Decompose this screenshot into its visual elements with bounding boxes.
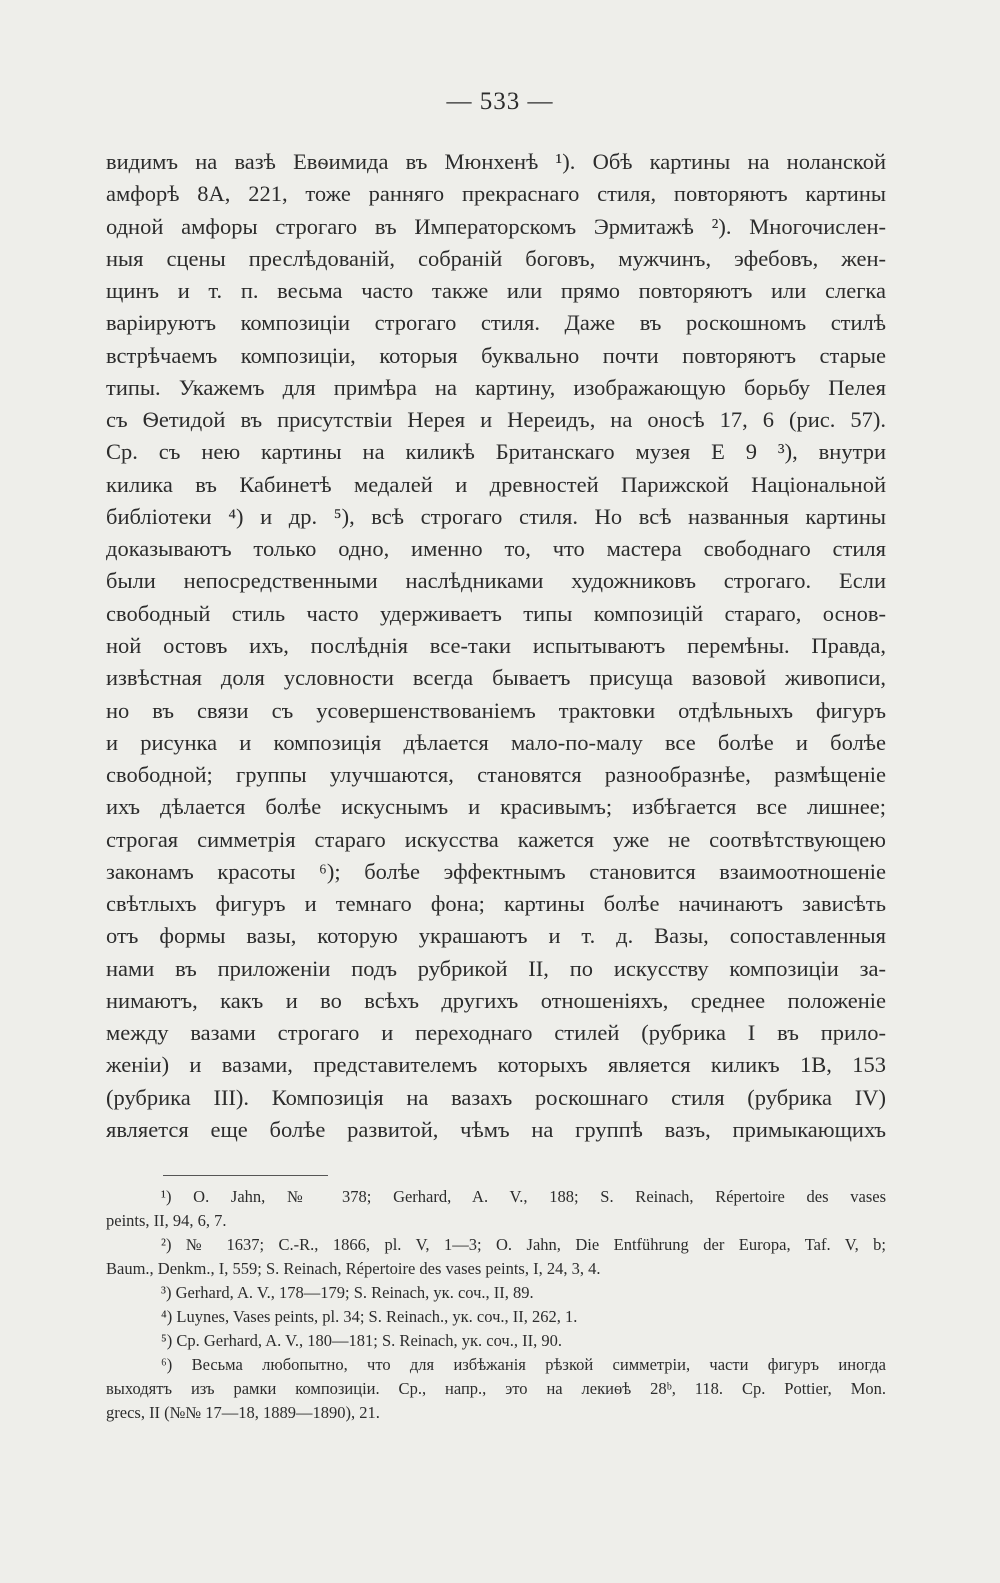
- text-line: килика въ Кабинетѣ медалей и древностей Парижской Національной: [106, 471, 886, 497]
- text-line: свободной; группы улучшаются, становятся разнообразнѣе, размѣщеніе: [106, 762, 886, 788]
- text-line: встрѣчаемъ композиціи, которыя буквально почти повторяютъ старые: [106, 342, 886, 368]
- text-line: законамъ красоты ⁶); болѣе эффектнымъ становится взаимоотношеніе: [106, 858, 886, 884]
- footnote-line: ⁴) Luynes, Vases peints, pl. 34; S. Reinach., ук. соч., II, 262, 1.: [161, 1307, 578, 1326]
- text-line: извѣстная доля условности всегда бываетъ присуща вазовой живописи,: [106, 665, 886, 691]
- text-line: щинъ и т. п. весьма часто также или прямо повторяютъ или слегка: [106, 278, 886, 304]
- text-line: между вазами строгаго и переходнаго стилей (рубрика I въ прило-: [106, 1020, 886, 1046]
- footnote-line: ²) № 1637; C.-R., 1866, pl. V, 1—3; O. Jahn, Die Entführung der Europa, Taf. V, b;: [161, 1235, 886, 1254]
- text-line: ной остовъ ихъ, послѣднія все-таки испытываютъ перемѣны. Правда,: [106, 632, 886, 658]
- text-line: типы. Укажемъ для примѣра на картину, изображающую борьбу Пелея: [106, 374, 886, 400]
- text-line: является еще болѣе развитой, чѣмъ на группѣ вазъ, примыкающихъ: [106, 1116, 886, 1142]
- footnote-line: ¹) O. Jahn, № 378; Gerhard, A. V., 188; S. Reinach, Répertoire des vases: [161, 1187, 886, 1206]
- text-line: но въ связи съ усовершенствованіемъ трактовки отдѣльныхъ фигуръ: [106, 697, 886, 723]
- text-line: видимъ на вазѣ Евѳимида въ Мюнхенѣ ¹). Обѣ картины на ноланской: [106, 149, 886, 174]
- text-line: отъ формы вазы, которую украшаютъ и т. д. Вазы, сопоставленныя: [106, 923, 886, 949]
- page-number: — 533 —: [446, 88, 554, 115]
- text-line: ныя сцены преслѣдованій, собраній боговъ, мужчинъ, эфебовъ, жен-: [106, 245, 886, 271]
- text-line: (рубрика III). Композиція на вазахъ роскошнаго стиля (рубрика IV): [106, 1084, 886, 1110]
- footnote-line: ⁵) Ср. Gerhard, A. V., 180—181; S. Reinach, ук. соч., II, 90.: [161, 1331, 562, 1350]
- text-line: свободный стиль часто удерживаетъ типы композицій стараго, основ-: [106, 600, 886, 626]
- footnote-line: grecs, II (№№ 17—18, 1889—1890), 21.: [106, 1403, 380, 1422]
- footnote-line: Baum., Denkm., I, 559; S. Reinach, Répertoire des vases peints, I, 24, 3, 4.: [106, 1259, 601, 1278]
- footnotes: [106, 1185, 886, 1425]
- footnote-line: ³) Gerhard, A. V., 178—179; S. Reinach, ук. соч., II, 89.: [161, 1283, 534, 1302]
- text-line: амфорѣ 8А, 221, тоже ранняго прекраснаго стиля, повторяютъ картины: [106, 181, 886, 207]
- text-line: свѣтлыхъ фигуръ и темнаго фона; картины болѣе начинаютъ зависѣть: [106, 891, 886, 917]
- text-line: варіируютъ композиціи строгаго стиля. Даже въ роскошномъ стилѣ: [106, 310, 886, 336]
- footnote-line: peints, II, 94, 6, 7.: [106, 1211, 227, 1230]
- text-line: библіотеки ⁴) и др. ⁵), всѣ строгаго стиля. Но всѣ названныя картины: [106, 503, 886, 529]
- text-line: съ Ѳетидой въ присутствіи Нерея и Нереидъ, на оносѣ 17, 6 (рис. 57).: [106, 407, 886, 433]
- text-line: ихъ дѣлается болѣе искуснымъ и красивымъ; избѣгается все лишнее;: [106, 794, 886, 820]
- footnote-line: ⁶) Весьма любопытно, что для избѣжанія рѣзкой симметріи, части фигуръ иногда: [161, 1355, 886, 1374]
- text-line: Ср. съ нею картины на киликѣ Британскаго музея Е 9 ³), внутри: [106, 439, 886, 465]
- text-line: и рисунка и композиція дѣлается мало-по-малу все болѣе и болѣе: [106, 729, 886, 755]
- text-line: нами въ приложеніи подъ рубрикой II, по искусству композиціи за-: [106, 955, 886, 981]
- text-line: были непосредственными наслѣдниками художниковъ строгаго. Если: [106, 568, 886, 594]
- body-text: [106, 146, 886, 1146]
- text-line: строгая симметрія стараго искусства кажется уже не соотвѣтствующею: [106, 826, 886, 852]
- footnote-line: выходятъ изъ рамки композиціи. Ср., напр., это на лекиѳѣ 28ᵇ, 118. Ср. Pottier, Mon.: [106, 1379, 886, 1398]
- text-line: нимаютъ, какъ и во всѣхъ другихъ отношеніяхъ, среднее положеніе: [106, 987, 886, 1013]
- text-line: одной амфоры строгаго въ Императорскомъ Эрмитажѣ ²). Многочислен-: [106, 213, 886, 239]
- text-line: доказываютъ только одно, именно то, что мастера свободнаго стиля: [106, 536, 886, 562]
- footnote-divider: [163, 1175, 328, 1176]
- text-line: женіи) и вазами, представителемъ которыхъ является киликъ 1В, 153: [106, 1052, 886, 1078]
